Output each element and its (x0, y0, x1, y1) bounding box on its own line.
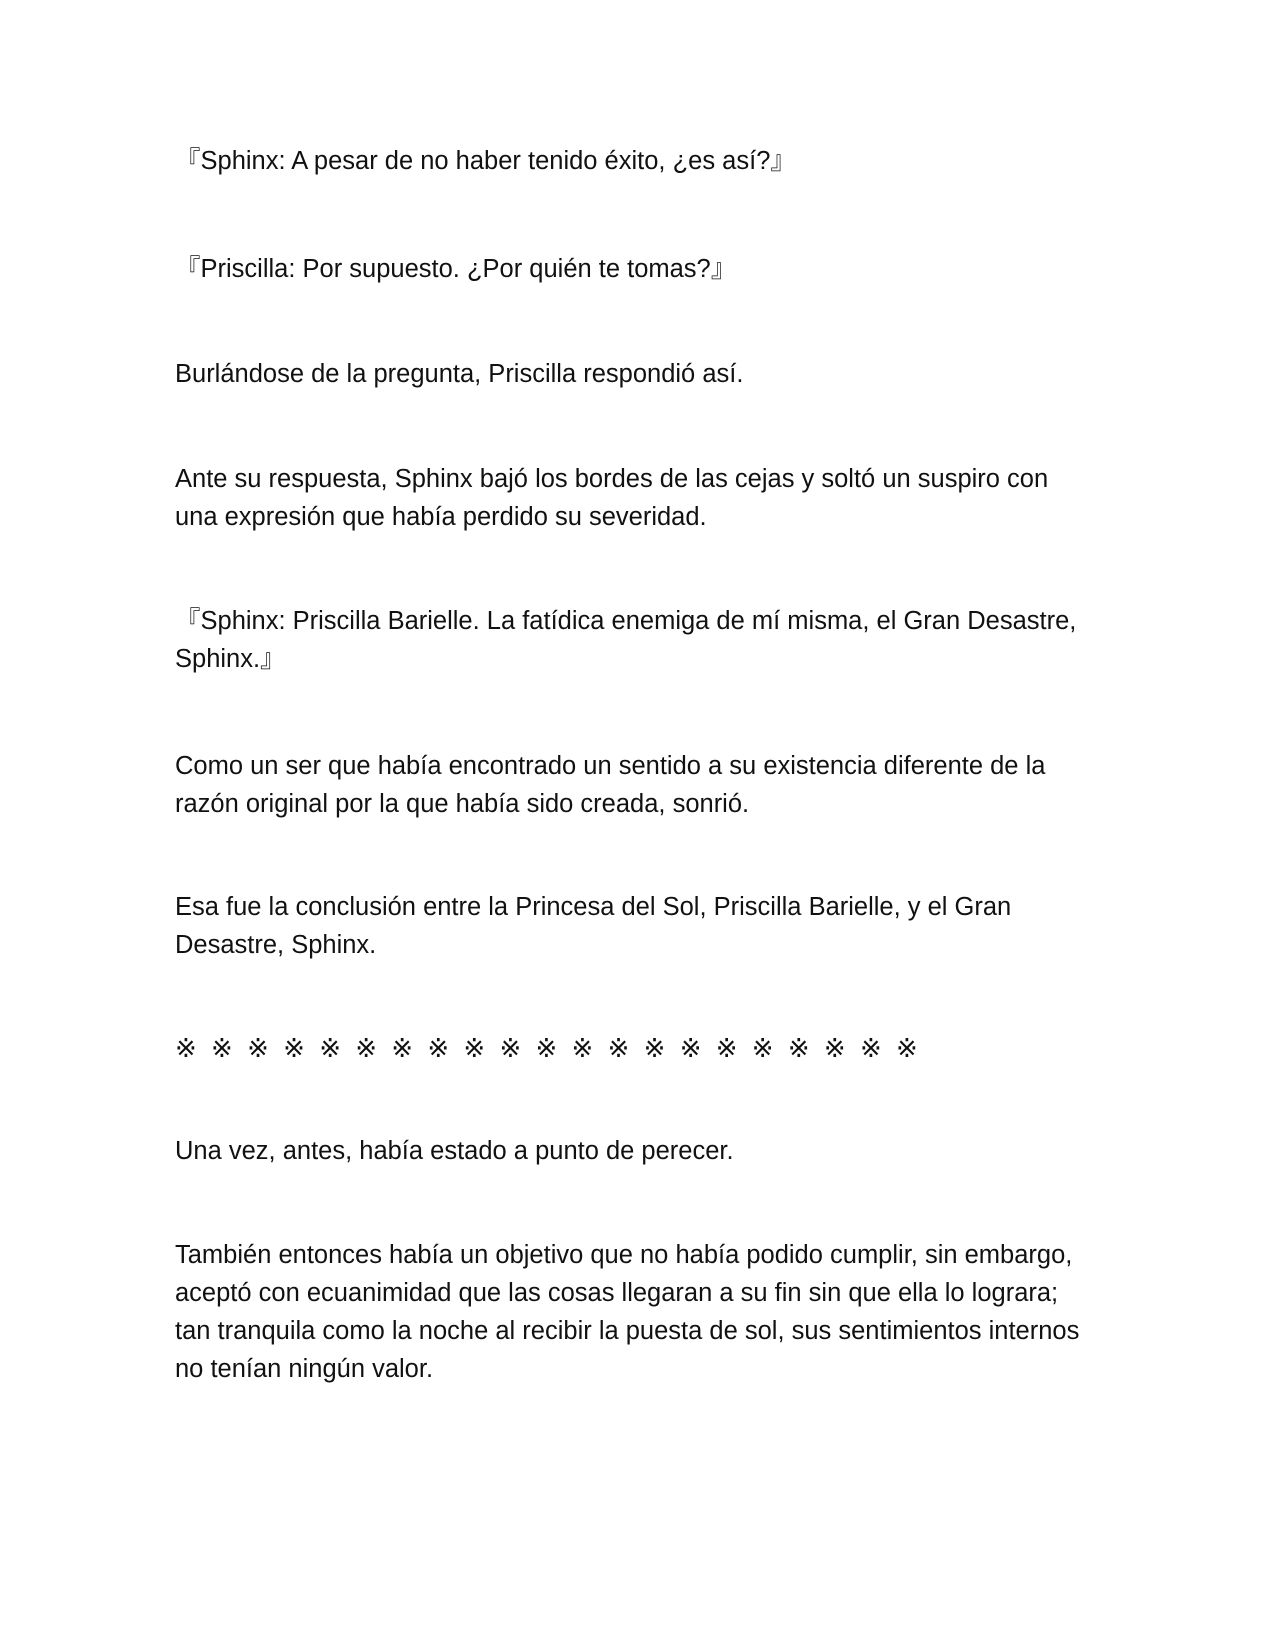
dialogue-priscilla-1: 『Priscilla: Por supuesto. ¿Por quién te tomas?』 (175, 255, 737, 283)
narration-paragraph-1: Burlándose de la pregunta, Priscilla respondió así. (175, 360, 744, 388)
dialogue-sphinx-1: 『Sphinx: A pesar de no haber tenido éxito, ¿es así?』 (175, 147, 796, 175)
scene-break-divider: ※ ※ ※ ※ ※ ※ ※ ※ ※ ※ ※ ※ ※ ※ ※ ※ ※ ※ ※ ※ ※ (175, 1034, 921, 1064)
narration-paragraph-2: Ante su respuesta, Sphinx bajó los bordes de las cejas y soltó un suspiro con una expresión que había perdido su severidad. (175, 465, 1049, 531)
dialogue-sphinx-2: 『Sphinx: Priscilla Barielle. La fatídica enemiga de mí misma, el Gran Desastre, Sphinx.』 (175, 607, 1077, 673)
narration-paragraph-6: También entonces había un objetivo que no había podido cumplir, sin embargo, aceptó con ecuanimidad que las cosas llegaran a su fin sin que ella lo lograra; tan tranquila como la noche al recibir la puesta de sol, sus sentimientos internos no tenían ningún valor. (175, 1241, 1080, 1383)
narration-paragraph-3: Como un ser que había encontrado un sentido a su existencia diferente de la razón original por la que había sido creada, sonrió. (175, 752, 1046, 818)
narration-paragraph-5: Una vez, antes, había estado a punto de perecer. (175, 1137, 734, 1165)
narration-paragraph-4: Esa fue la conclusión entre la Princesa del Sol, Priscilla Barielle, y el Gran Desastre, Sphinx. (175, 893, 1012, 959)
